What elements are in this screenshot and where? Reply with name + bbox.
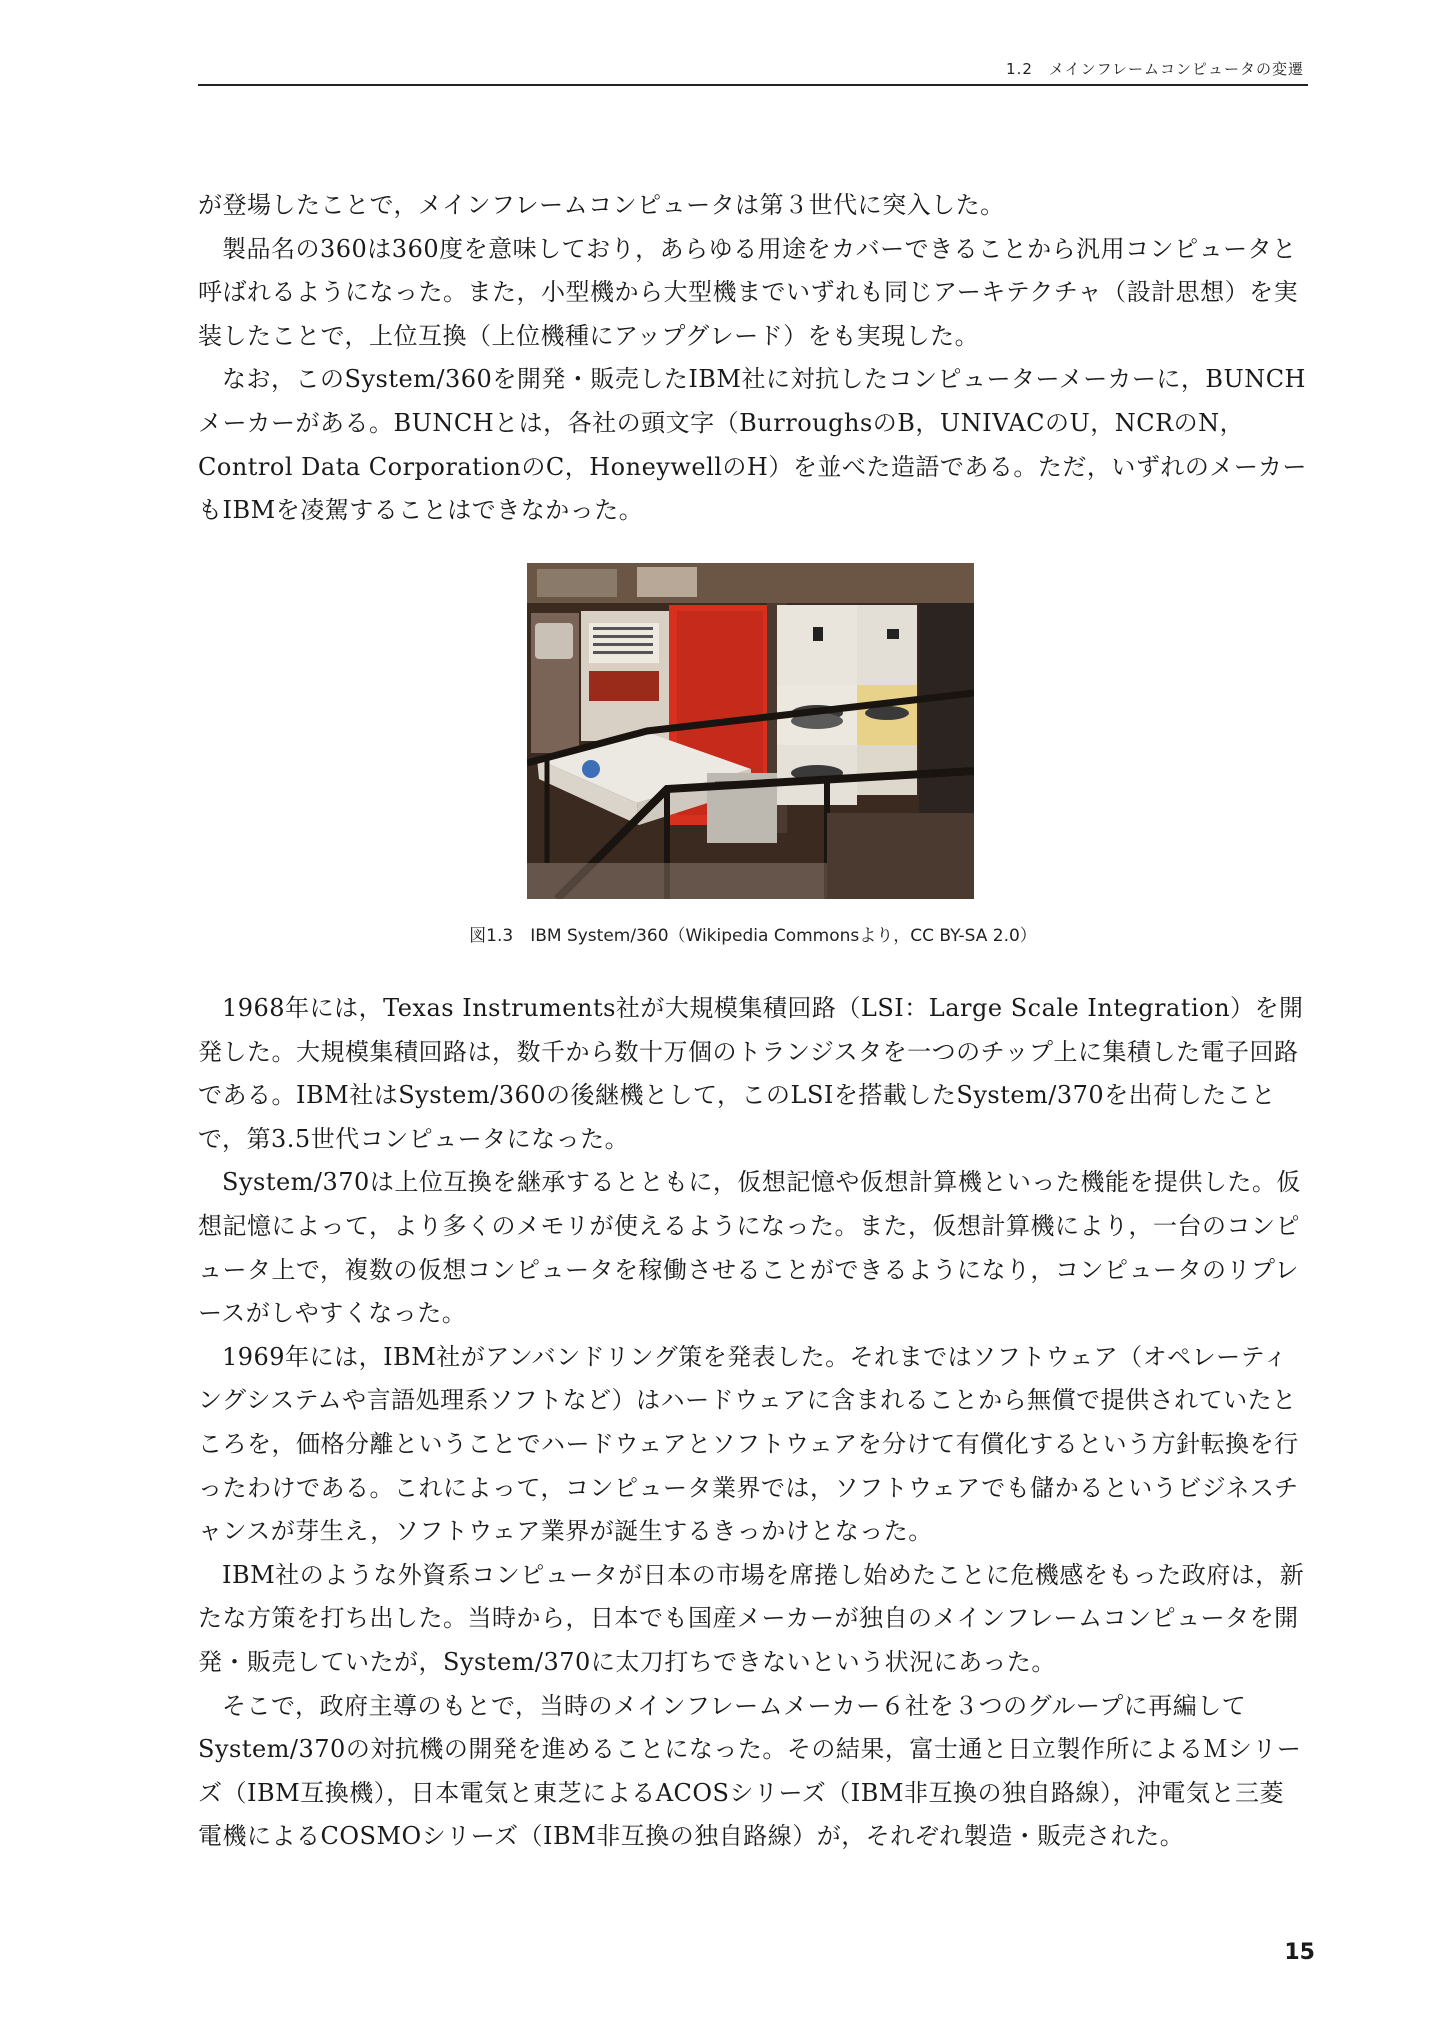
ibm-system-360-photo [527, 563, 974, 899]
section-title: 1.2 メインフレームコンピュータの変遷 [1006, 60, 1304, 78]
paragraph: 1968年には，Texas Instruments社が大規模集積回路（LSI：Large Scale Integration）を開発した。大規模集積回路は，数千から数十万個のトランジスタを一つのチップ上に集積した電子回路である。IBM社はSystem/360の後継機として，このLSIを搭載したSystem/370を出荷したことで，第3.5世代コンピュータになった。 [198, 994, 1304, 1153]
paragraph: System/370は上位互換を継承するとともに，仮想記憶や仮想計算機といった機能を提供した。仮想記憶によって，より多くのメモリが使えるようになった。また，仮想計算機により，一台のコンピュータ上で，複数の仮想コンピュータを稼働させることができるようになり，コンピュータのリプレースがしやすくなった。 [198, 1168, 1301, 1328]
paragraph: が登場したことで，メインフレームコンピュータは第３世代に突入した。 [198, 191, 1005, 219]
figure-caption: 図1.3 IBM System/360（Wikipedia Commonsより，CC BY-SA 2.0） [469, 926, 1037, 946]
paragraph: なお，このSystem/360を開発・販売したIBM社に対抗したコンピューターメーカーに，BUNCHメーカーがある。BUNCHとは，各社の頭文字（BurroughsのB，UNIVACのU，NCRのN，Control Data CorporationのC，HoneywellのH）を並べた造語である。ただ，いずれのメーカーもIBMを凌駕することはできなかった。 [198, 365, 1307, 525]
paragraph: 製品名の360は360度を意味しており，あらゆる用途をカバーできることから汎用コンピュータと呼ばれるようになった。また，小型機から大型機までいずれも同じアーキテクチャ（設計思想）を実装したことで，上位互換（上位機種にアップグレード）をも実現した。 [198, 234, 1299, 350]
paragraph: そこで，政府主導のもとで，当時のメインフレームメーカー６社を３つのグループに再編してSystem/370の対抗機の開発を進めることになった。その結果，富士通と日立製作所によるＭシリーズ（IBM互換機），日本電気と東芝によるACOSシリーズ（IBM非互換の独自路線），沖電気と三菱電機によるCOSMOシリーズ（IBM非互換の独自路線）が，それぞれ製造・販売された。 [198, 1691, 1302, 1851]
page-number: 15 [1284, 1940, 1315, 1965]
body-text-bottom [198, 987, 1308, 1859]
running-header [198, 46, 1308, 86]
paragraph: IBM社のような外資系コンピュータが日本の市場を席捲し始めたことに危機感をもった政府は，新たな方策を打ち出した。当時から，日本でも国産メーカーが独自のメインフレームコンピュータを開発・販売していたが，System/370に太刀打ちできないという状況にあった。 [198, 1560, 1305, 1676]
body-text-top [198, 184, 1308, 533]
paragraph: 1969年には，IBM社がアンバンドリング策を発表した。それまではソフトウェア（オペレーティングシステムや言語処理系ソフトなど）はハードウェアに含まれることから無償で提供されていたところを，価格分離ということでハードウェアとソフトウェアを分けて有償化するという方針転換を行ったわけである。これによって，コンピュータ業界では，ソフトウェアでも儲かるというビジネスチャンスが芽生え，ソフトウェア業界が誕生するきっかけとなった。 [198, 1342, 1299, 1546]
